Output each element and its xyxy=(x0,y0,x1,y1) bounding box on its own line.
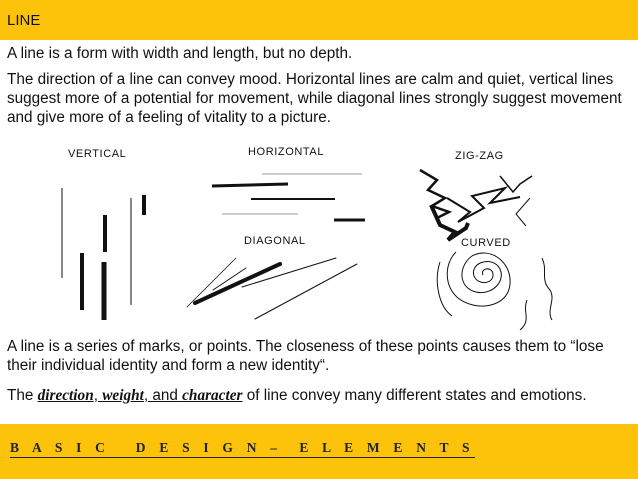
footer-bar xyxy=(0,424,638,479)
label-zigzag: ZIG-ZAG xyxy=(455,150,504,162)
vertical-lines xyxy=(62,188,144,320)
keyword-direction: direction xyxy=(37,387,94,404)
paragraph-qualities xyxy=(7,386,632,405)
qualities-prefix: The xyxy=(7,387,38,404)
line-types-illustration xyxy=(0,140,638,335)
label-curved: CURVED xyxy=(461,237,511,249)
qualities-sep1: , xyxy=(93,387,103,404)
horizontal-lines xyxy=(212,174,365,220)
keyword-weight: weight xyxy=(102,387,144,404)
qualities-suffix: of line convey many different states and emotions. xyxy=(242,387,587,404)
slide-title: LINE xyxy=(7,12,41,29)
label-diagonal: DIAGONAL xyxy=(244,235,306,247)
qualities-sep2: , and xyxy=(143,387,183,404)
paragraph-definition: A line is a form with width and length, but no depth. xyxy=(7,45,353,62)
paragraph-points: A line is a series of marks, or points. The closeness of these points causes them to “lose their individual identity and form a new identity“. xyxy=(7,338,604,374)
keyword-character: character xyxy=(182,387,243,404)
footer-title: B A S I C D E S I G N – E L E M E N T S xyxy=(10,440,475,458)
zigzag-lines xyxy=(420,170,532,240)
diagonal-lines xyxy=(187,258,357,319)
label-vertical: VERTICAL xyxy=(68,148,127,160)
title-bar xyxy=(0,0,638,40)
label-horizontal: HORIZONTAL xyxy=(248,146,325,158)
curved-lines xyxy=(437,252,552,330)
paragraph-direction: The direction of a line can convey mood. Horizontal lines are calm and quiet, vertical lines suggest more of a potential for movement, while diagonal lines strongly suggest movement and give more of a feeling of vitality to a picture. xyxy=(7,71,622,126)
